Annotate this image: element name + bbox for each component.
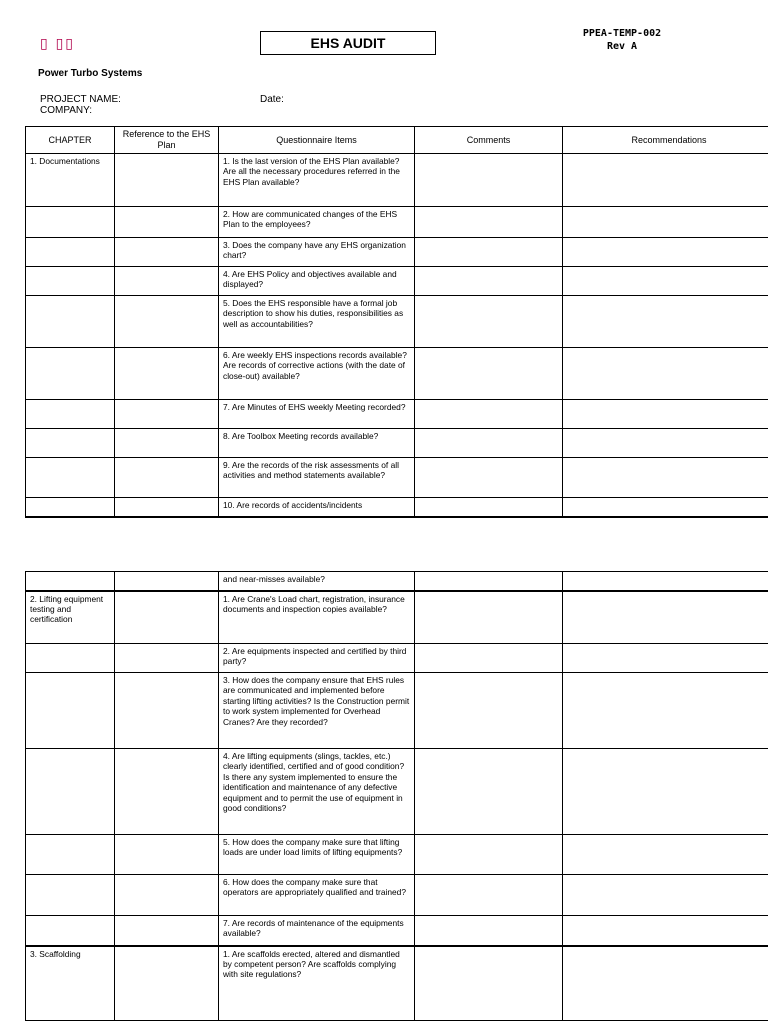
- recommendations-cell: [563, 572, 768, 591]
- table-row: [26, 296, 768, 348]
- chapter-cell: [26, 238, 115, 267]
- comments-cell: [415, 673, 563, 749]
- company-logo: ▯ ▯▯: [40, 35, 76, 51]
- comments-cell: [415, 572, 563, 591]
- reference-cell: [115, 429, 219, 458]
- comments-cell: [415, 238, 563, 267]
- reference-cell: [115, 946, 219, 1021]
- chapter-cell: [26, 673, 115, 749]
- questionnaire-item-cell: 2. Are equipments inspected and certified by third party?: [219, 644, 415, 673]
- reference-cell: [115, 296, 219, 348]
- column-header-comments: Comments: [415, 127, 563, 154]
- reference-cell: [115, 835, 219, 875]
- questionnaire-item-cell: 5. How does the company make sure that lifting loads are under load limits of lifting equipments?: [219, 835, 415, 875]
- column-header-reference: Reference to the EHS Plan: [115, 127, 219, 154]
- table-row: [26, 207, 768, 238]
- chapter-cell: [26, 267, 115, 296]
- questionnaire-item-cell: 5. Does the EHS responsible have a formal job description to show his duties, responsibilities as well as accountabilities?: [219, 296, 415, 348]
- project-name-label: PROJECT NAME:: [40, 94, 121, 105]
- comments-cell: [415, 296, 563, 348]
- reference-cell: [115, 875, 219, 916]
- table-row: [26, 673, 768, 749]
- chapter-cell: [26, 348, 115, 400]
- reference-cell: [115, 348, 219, 400]
- table-row: [26, 591, 768, 644]
- audit-rows-page-2: [26, 572, 768, 1021]
- recommendations-cell: [563, 458, 768, 498]
- recommendations-cell: [563, 348, 768, 400]
- reference-cell: [115, 591, 219, 644]
- recommendations-cell: [563, 238, 768, 267]
- chapter-cell: [26, 875, 115, 916]
- document-code-block: [560, 27, 684, 53]
- recommendations-cell: [563, 673, 768, 749]
- questionnaire-item-cell: 6. How does the company make sure that operators are appropriately qualified and trained?: [219, 875, 415, 916]
- comments-cell: [415, 644, 563, 673]
- audit-rows-page-1: [26, 154, 768, 517]
- reference-cell: [115, 154, 219, 207]
- comments-cell: [415, 154, 563, 207]
- comments-cell: [415, 498, 563, 517]
- table-row: [26, 572, 768, 591]
- reference-cell: [115, 749, 219, 835]
- questionnaire-item-cell: 7. Are Minutes of EHS weekly Meeting recorded?: [219, 400, 415, 429]
- chapter-cell: [26, 458, 115, 498]
- comments-cell: [415, 207, 563, 238]
- chapter-cell: [26, 835, 115, 875]
- chapter-cell: [26, 400, 115, 429]
- reference-cell: [115, 498, 219, 517]
- comments-cell: [415, 916, 563, 946]
- chapter-cell: 1. Documentations: [26, 154, 115, 207]
- chapter-cell: 3. Scaffolding: [26, 946, 115, 1021]
- comments-cell: [415, 875, 563, 916]
- chapter-cell: [26, 498, 115, 517]
- table-row: [26, 348, 768, 400]
- recommendations-cell: [563, 154, 768, 207]
- reference-cell: [115, 572, 219, 591]
- reference-cell: [115, 267, 219, 296]
- questionnaire-item-cell: 2. How are communicated changes of the EHS Plan to the employees?: [219, 207, 415, 238]
- comments-cell: [415, 429, 563, 458]
- reference-cell: [115, 673, 219, 749]
- date-label: Date:: [260, 94, 284, 105]
- chapter-cell: [26, 916, 115, 946]
- questionnaire-item-cell: 9. Are the records of the risk assessments of all activities and method statements available?: [219, 458, 415, 498]
- document-code: PPEA-TEMP-002: [582, 28, 662, 39]
- table-row: [26, 644, 768, 673]
- recommendations-cell: [563, 400, 768, 429]
- document-title: EHS AUDIT: [260, 31, 436, 55]
- table-row: [26, 429, 768, 458]
- questionnaire-item-cell: 4. Are lifting equipments (slings, tackles, etc.) clearly identified, certified and of good condition? Is there any system implemented to ensure the identification and maintenance of any defective equipment and to permit the use of equipment in good conditions?: [219, 749, 415, 835]
- table-row: [26, 946, 768, 1021]
- chapter-cell: [26, 207, 115, 238]
- table-row: [26, 835, 768, 875]
- reference-cell: [115, 458, 219, 498]
- recommendations-cell: [563, 591, 768, 644]
- recommendations-cell: [563, 498, 768, 517]
- questionnaire-item-cell: 1. Are Crane's Load chart, registration, insurance documents and inspection copies available?: [219, 591, 415, 644]
- table-row: [26, 749, 768, 835]
- chapter-cell: [26, 644, 115, 673]
- column-header-questionnaire: Questionnaire Items: [219, 127, 415, 154]
- questionnaire-item-cell: 3. How does the company ensure that EHS rules are communicated and implemented before starting lifting activities? Is the Construction permit to work system implemented for Overhead Cranes? Are they recorded?: [219, 673, 415, 749]
- questionnaire-item-cell: 7. Are records of maintenance of the equipments available?: [219, 916, 415, 946]
- table-row: [26, 458, 768, 498]
- questionnaire-item-cell: 6. Are weekly EHS inspections records available? Are records of corrective actions (with the date of close-out) available?: [219, 348, 415, 400]
- chapter-cell: [26, 572, 115, 591]
- questionnaire-item-cell: 1. Are scaffolds erected, altered and dismantled by competent person? Are scaffolds complying with site regulations?: [219, 946, 415, 1021]
- recommendations-cell: [563, 267, 768, 296]
- comments-cell: [415, 591, 563, 644]
- audit-table-page-1: [25, 126, 768, 518]
- recommendations-cell: [563, 875, 768, 916]
- reference-cell: [115, 238, 219, 267]
- recommendations-cell: [563, 749, 768, 835]
- comments-cell: [415, 400, 563, 429]
- recommendations-cell: [563, 207, 768, 238]
- recommendations-cell: [563, 429, 768, 458]
- table-row: [26, 267, 768, 296]
- recommendations-cell: [563, 644, 768, 673]
- comments-cell: [415, 458, 563, 498]
- questionnaire-item-cell: and near-misses available?: [219, 572, 415, 591]
- reference-cell: [115, 207, 219, 238]
- chapter-cell: [26, 429, 115, 458]
- table-row: [26, 238, 768, 267]
- company-name: Power Turbo Systems: [38, 68, 143, 79]
- recommendations-cell: [563, 916, 768, 946]
- table-header-row: [26, 127, 768, 154]
- table-row: [26, 916, 768, 946]
- questionnaire-item-cell: 3. Does the company have any EHS organization chart?: [219, 238, 415, 267]
- company-label: COMPANY:: [40, 105, 93, 116]
- document-revision: Rev A: [606, 41, 638, 52]
- questionnaire-item-cell: 4. Are EHS Policy and objectives available and displayed?: [219, 267, 415, 296]
- comments-cell: [415, 749, 563, 835]
- comments-cell: [415, 835, 563, 875]
- table-row: [26, 498, 768, 517]
- chapter-cell: 2. Lifting equipment testing and certification: [26, 591, 115, 644]
- questionnaire-item-cell: 10. Are records of accidents/incidents: [219, 498, 415, 517]
- chapter-cell: [26, 296, 115, 348]
- table-row: [26, 875, 768, 916]
- recommendations-cell: [563, 835, 768, 875]
- reference-cell: [115, 400, 219, 429]
- column-header-chapter: CHAPTER: [26, 127, 115, 154]
- column-header-recommendations: Recommendations: [563, 127, 768, 154]
- recommendations-cell: [563, 296, 768, 348]
- comments-cell: [415, 348, 563, 400]
- comments-cell: [415, 267, 563, 296]
- audit-table-page-2: [25, 571, 768, 1021]
- chapter-cell: [26, 749, 115, 835]
- table-row: [26, 400, 768, 429]
- comments-cell: [415, 946, 563, 1021]
- recommendations-cell: [563, 946, 768, 1021]
- questionnaire-item-cell: 8. Are Toolbox Meeting records available?: [219, 429, 415, 458]
- reference-cell: [115, 644, 219, 673]
- reference-cell: [115, 916, 219, 946]
- table-row: [26, 154, 768, 207]
- questionnaire-item-cell: 1. Is the last version of the EHS Plan available? Are all the necessary procedures referred in the EHS Plan available?: [219, 154, 415, 207]
